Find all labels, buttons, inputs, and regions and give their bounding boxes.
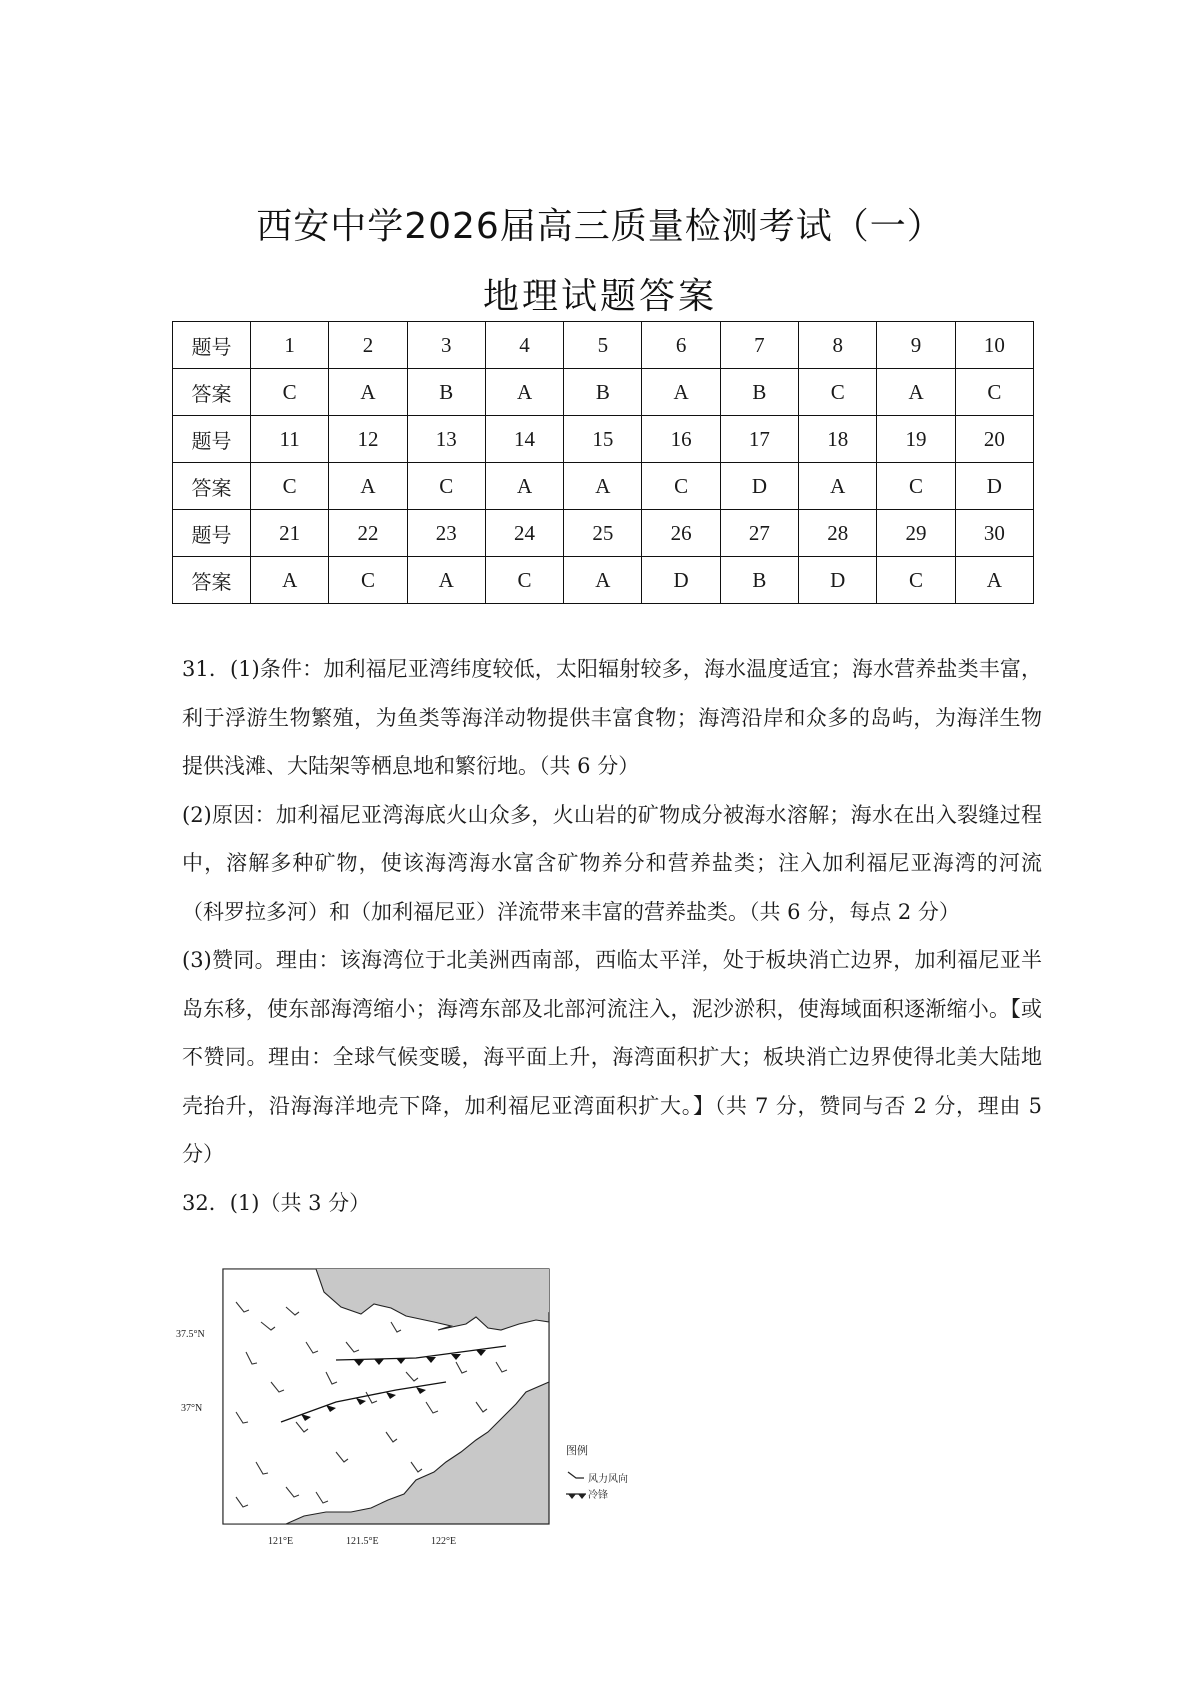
table-cell: A [485, 463, 563, 510]
table-cell: 10 [955, 322, 1033, 369]
table-cell: 21 [251, 510, 329, 557]
map-legend [566, 1443, 628, 1501]
row-label: 题号 [173, 510, 251, 557]
table-cell: D [720, 463, 798, 510]
table-cell: A [564, 463, 642, 510]
table-cell: 12 [329, 416, 407, 463]
table-cell: 20 [955, 416, 1033, 463]
table-cell: 17 [720, 416, 798, 463]
table-cell: A [642, 369, 720, 416]
table-cell: C [251, 463, 329, 510]
table-cell: 24 [485, 510, 563, 557]
table-cell: D [642, 557, 720, 604]
lon-label-1215: 121.5°E [346, 1536, 379, 1547]
table-cell: 28 [799, 510, 877, 557]
table-cell: B [564, 369, 642, 416]
q31-part1: 31．(1)条件：加利福尼亚湾纬度较低，太阳辐射较多，海水温度适宜；海水营养盐类丰富，利于浮游生物繁殖，为鱼类等海洋动物提供丰富食物；海湾沿岸和众多的岛屿，为海洋生物提供浅滩、大陆架等栖息地和繁衍地。（共 6 分） [182, 657, 1042, 778]
table-cell: 27 [720, 510, 798, 557]
row-label: 答案 [173, 369, 251, 416]
table-cell: 18 [799, 416, 877, 463]
table-cell: C [485, 557, 563, 604]
table-cell: B [407, 369, 485, 416]
table-cell: C [955, 369, 1033, 416]
table-cell: A [251, 557, 329, 604]
legend-wind: 风力风向 [588, 1474, 628, 1485]
lon-label-122: 122°E [431, 1536, 457, 1547]
table-cell: C [799, 369, 877, 416]
table-cell: 2 [329, 322, 407, 369]
q32-part1: 32．(1)（共 3 分） [182, 1190, 371, 1215]
table-cell: 14 [485, 416, 563, 463]
table-cell: C [251, 369, 329, 416]
table-cell: C [329, 557, 407, 604]
table-row [173, 510, 1034, 557]
table-cell: 1 [251, 322, 329, 369]
table-cell: 19 [877, 416, 955, 463]
table-cell: B [720, 557, 798, 604]
row-label: 题号 [173, 416, 251, 463]
lon-label-121: 121°E [268, 1536, 294, 1547]
row-label: 答案 [173, 557, 251, 604]
table-cell: 30 [955, 510, 1033, 557]
table-cell: 9 [877, 322, 955, 369]
table-cell: D [955, 463, 1033, 510]
lat-label-37: 37°N [181, 1403, 203, 1414]
table-cell: A [407, 557, 485, 604]
table-cell: A [564, 557, 642, 604]
table-cell: 7 [720, 322, 798, 369]
table-cell: A [485, 369, 563, 416]
wind-barb-legend-icon [568, 1472, 584, 1478]
table-cell: C [642, 463, 720, 510]
table-cell: C [877, 463, 955, 510]
table-row [173, 463, 1034, 510]
table-cell: A [877, 369, 955, 416]
table-row [173, 416, 1034, 463]
table-cell: C [407, 463, 485, 510]
cold-front-legend-icon [568, 1494, 586, 1499]
table-cell: 6 [642, 322, 720, 369]
table-row [173, 557, 1034, 604]
table-cell: 16 [642, 416, 720, 463]
table-cell: 29 [877, 510, 955, 557]
table-cell: 8 [799, 322, 877, 369]
table-cell: A [955, 557, 1033, 604]
lat-label-375: 37.5°N [176, 1329, 205, 1340]
q31-part2: (2)原因：加利福尼亚湾海底火山众多，火山岩的矿物成分被海水溶解；海水在出入裂缝过程中，溶解多种矿物，使该海湾海水富含矿物养分和营养盐类；注入加利福尼亚海湾的河流（科罗拉多河）和（加利福尼亚）洋流带来丰富的营养盐类。（共 6 分，每点 2 分） [182, 802, 1042, 924]
legend-cold-front: 冷锋 [588, 1490, 608, 1501]
table-cell: 13 [407, 416, 485, 463]
legend-title: 图例 [566, 1444, 588, 1457]
row-label: 题号 [173, 322, 251, 369]
table-cell: 5 [564, 322, 642, 369]
table-cell: 25 [564, 510, 642, 557]
table-cell: 15 [564, 416, 642, 463]
table-cell: 4 [485, 322, 563, 369]
table-cell: D [799, 557, 877, 604]
table-cell: 11 [251, 416, 329, 463]
table-cell: 26 [642, 510, 720, 557]
table-row [173, 322, 1034, 369]
answer-text [182, 645, 1042, 1227]
table-cell: A [329, 463, 407, 510]
page-title: 西安中学2026届高三质量检测考试（一） [256, 206, 944, 247]
table-cell: 3 [407, 322, 485, 369]
table-cell: 22 [329, 510, 407, 557]
row-label: 答案 [173, 463, 251, 510]
table-cell: A [799, 463, 877, 510]
weather-map [176, 1262, 656, 1552]
table-row [173, 369, 1034, 416]
table-cell: B [720, 369, 798, 416]
page-subtitle: 地理试题答案 [482, 276, 717, 317]
table-cell: 23 [407, 510, 485, 557]
table-cell: A [329, 369, 407, 416]
answer-table [172, 321, 1034, 604]
table-cell: C [877, 557, 955, 604]
q31-part3: (3)赞同。理由：该海湾位于北美洲西南部，西临太平洋，处于板块消亡边界，加利福尼亚半岛东移，使东部海湾缩小；海湾东部及北部河流注入，泥沙淤积，使海域面积逐渐缩小。【或不赞同。理由：全球气候变暖，海平面上升，海湾面积扩大；板块消亡边界使得北美大陆地壳抬升，沿海海洋地壳下降，加利福尼亚湾面积扩大。】（共 7 分，赞同与否 2 分，理由 5 分） [182, 948, 1042, 1166]
